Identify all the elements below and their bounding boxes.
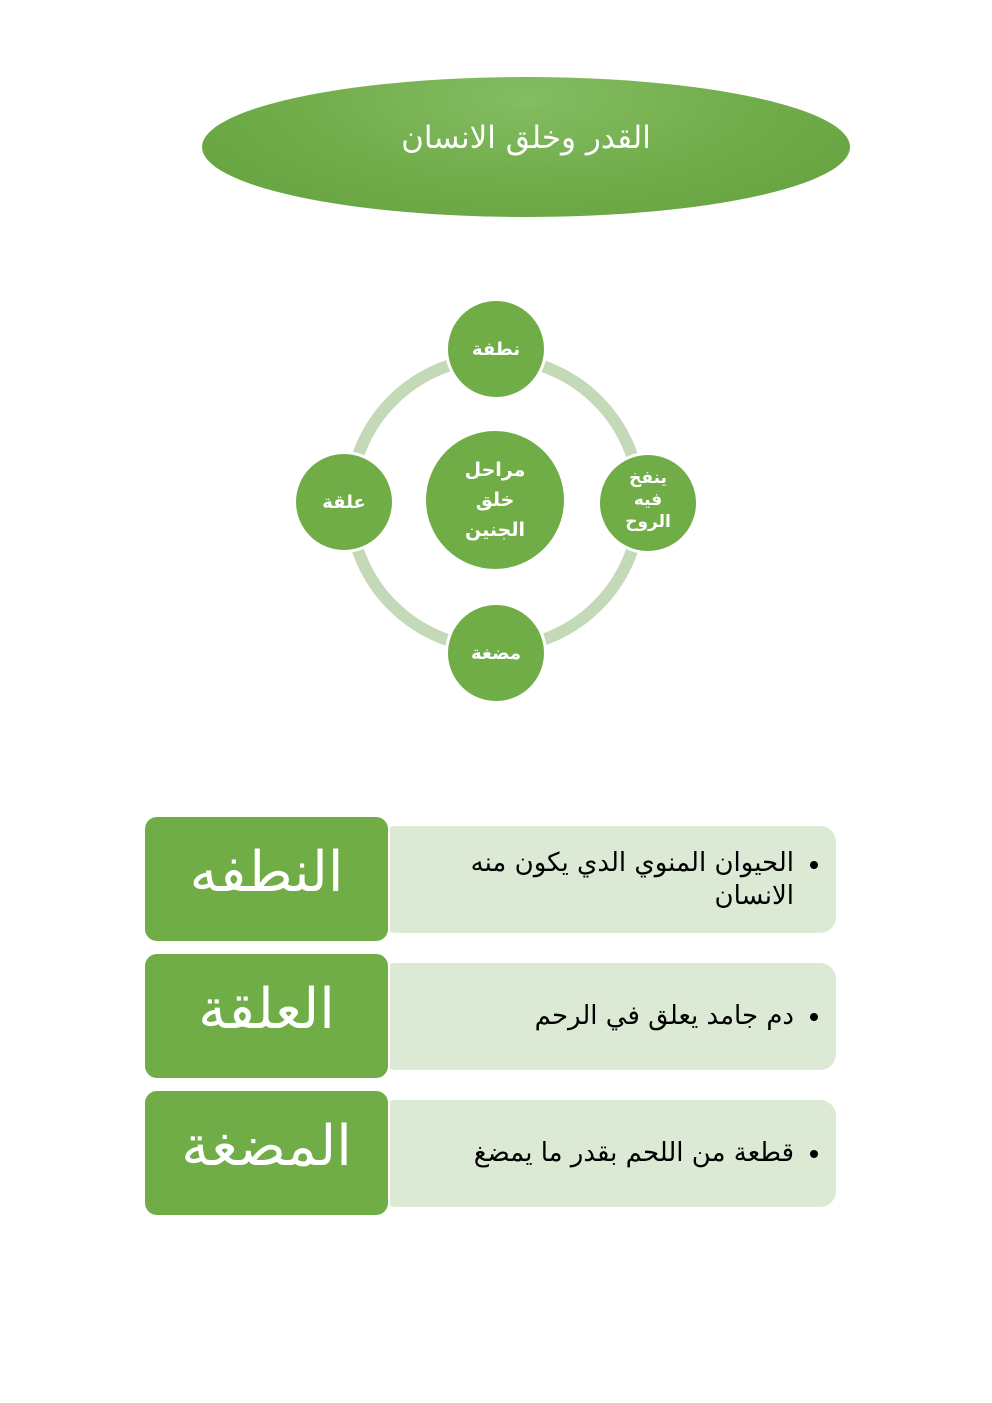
- bullet-icon: [810, 1013, 818, 1021]
- cycle-node-right: [597, 452, 699, 554]
- stage-description: [418, 1137, 818, 1170]
- bullet-icon: [810, 1150, 818, 1158]
- stage-term-box: [143, 952, 390, 1080]
- stage-description-text: الحيوان المنوي الدي يكون منه الانسان: [470, 847, 794, 911]
- stage-term-box: [143, 815, 390, 943]
- stage-description-text: قطعة من اللحم بقدر ما يمضغ: [473, 1138, 794, 1168]
- node-label-line: ينفخ: [629, 468, 667, 488]
- stage-description: [418, 847, 818, 913]
- page-title: القدر وخلق الانسان: [401, 120, 651, 156]
- center-label-line: خلق: [475, 489, 515, 511]
- node-label-line: فيه: [633, 490, 663, 510]
- stage-description: [418, 1000, 818, 1033]
- stage-term-box: [143, 1089, 390, 1217]
- stage-description-panel: [380, 963, 836, 1070]
- stage-description-panel: [380, 826, 836, 933]
- cycle-node-top: [445, 298, 547, 400]
- node-label: مضغة: [471, 642, 521, 664]
- bullet-icon: [810, 861, 818, 869]
- title-banner: [202, 77, 850, 217]
- node-label-line: الروح: [625, 512, 671, 532]
- cycle-center-node: [423, 428, 567, 572]
- node-label: علقة: [322, 491, 366, 513]
- cycle-node-left: [293, 451, 395, 553]
- node-label: نطفة: [471, 338, 521, 360]
- stage-description-text: دم جامد يعلق في الرحم: [534, 1001, 794, 1031]
- stage-term: المضغة: [181, 1113, 352, 1179]
- stage-term: العلقة: [198, 976, 335, 1042]
- stage-term: النطفه: [189, 839, 344, 905]
- cycle-node-bottom: [445, 602, 547, 704]
- stage-description-panel: [380, 1100, 836, 1207]
- center-label-line: الجنين: [465, 519, 525, 541]
- center-label-line: مراحل: [464, 459, 526, 481]
